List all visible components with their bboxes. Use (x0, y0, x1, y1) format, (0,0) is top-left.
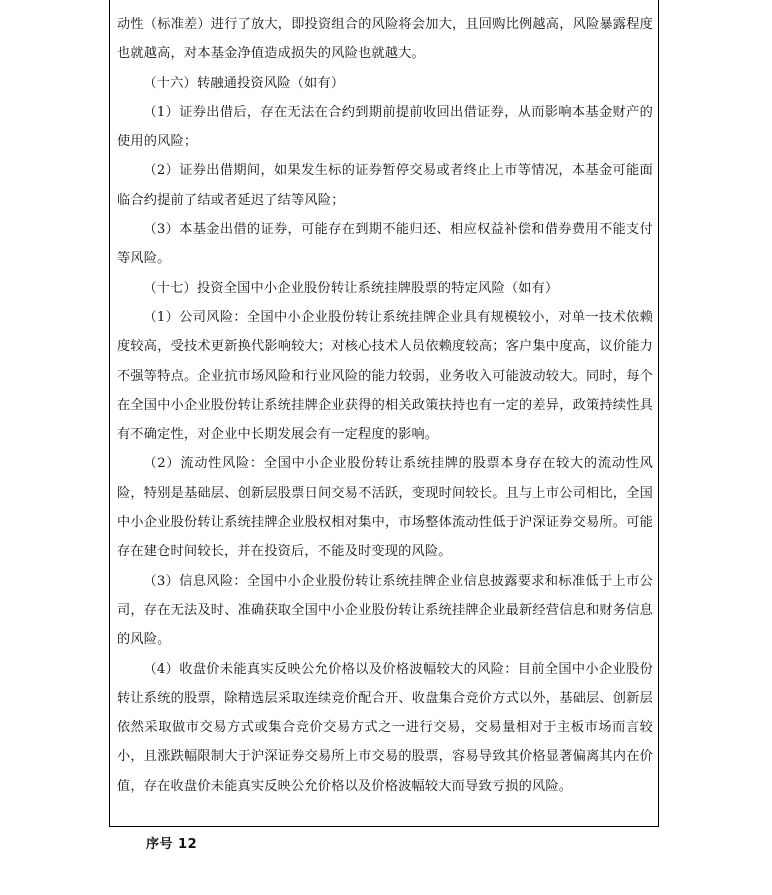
paragraph-17-3: （3）信息风险：全国中小企业股份转让系统挂牌企业信息披露要求和标准低于上市公司，存在无法及时、准确获取全国中小企业股份转让系统挂牌企业最新经营信息和财务信息的风险。 (117, 573, 653, 648)
section-heading-17: （十七）投资全国中小企业股份转让系统挂牌股票的特定风险（如有） (143, 280, 559, 296)
paragraph-continuation: 动性（标准差）进行了放大，即投资组合的风险将会加大，且回购比例越高，风险暴露程度也就越高，对本基金净值造成损失的风险也就越大。 (117, 17, 653, 62)
document-body (117, 10, 653, 801)
paragraph-17-2: （2）流动性风险：全国中小企业股份转让系统挂牌的股票本身存在较大的流动性风险，特别是基础层、创新层股票日间交易不活跃，变现时间较长。且与上市公司相比，全国中小企业股份转让系统挂牌企业股权相对集中，市场整体流动性低于沪深证券交易所。可能存在建仓时间较长，并在投资后，不能及时变现的风险。 (117, 456, 653, 560)
paragraph-17-1: （1）公司风险：全国中小企业股份转让系统挂牌企业具有规模较小，对单一技术依赖度较高，受技术更新换代影响较大；对核心技术人员依赖度较高；客户集中度高，议价能力不强等特点。企业抗市场风险和行业风险的能力较弱，业务收入可能波动较大。同时，每个在全国中小企业股份转让系统挂牌企业获得的相关政策扶持也有一定的差异，政策持续性具有不确定性，对企业中长期发展会有一定程度的影响。 (117, 309, 653, 443)
serial-number-label: 序号 12 (146, 837, 198, 852)
paragraph-16-2: （2）证券出借期间，如果发生标的证券暂停交易或者终止上市等情况，本基金可能面临合约提前了结或者延迟了结等风险； (117, 163, 653, 208)
paragraph-16-3: （3）本基金出借的证券，可能存在到期不能归还、相应权益补偿和借券费用不能支付等风险。 (117, 222, 653, 267)
paragraph-16-1: （1）证券出借后，存在无法在合约到期前提前收回出借证券，从而影响本基金财产的使用的风险； (117, 104, 653, 150)
paragraph-17-4: （4）收盘价未能真实反映公允价格以及价格波幅较大的风险：目前全国中小企业股份转让系统的股票，除精选层采取连续竞价配合开、收盘集合竞价方式以外，基础层、创新层依然采取做市交易方式或集合竞价交易方式之一进行交易，交易量相对于主板市场而言较小，且涨跌幅限制大于沪深证券交易所上市交易的股票，容易导致其价格显著偏离其内在价值，存在收盘价未能真实反映公允价格以及价格波幅较大而导致亏损的风险。 (117, 661, 653, 794)
section-heading-16: （十六）转融通投资风险（如有） (143, 75, 345, 91)
